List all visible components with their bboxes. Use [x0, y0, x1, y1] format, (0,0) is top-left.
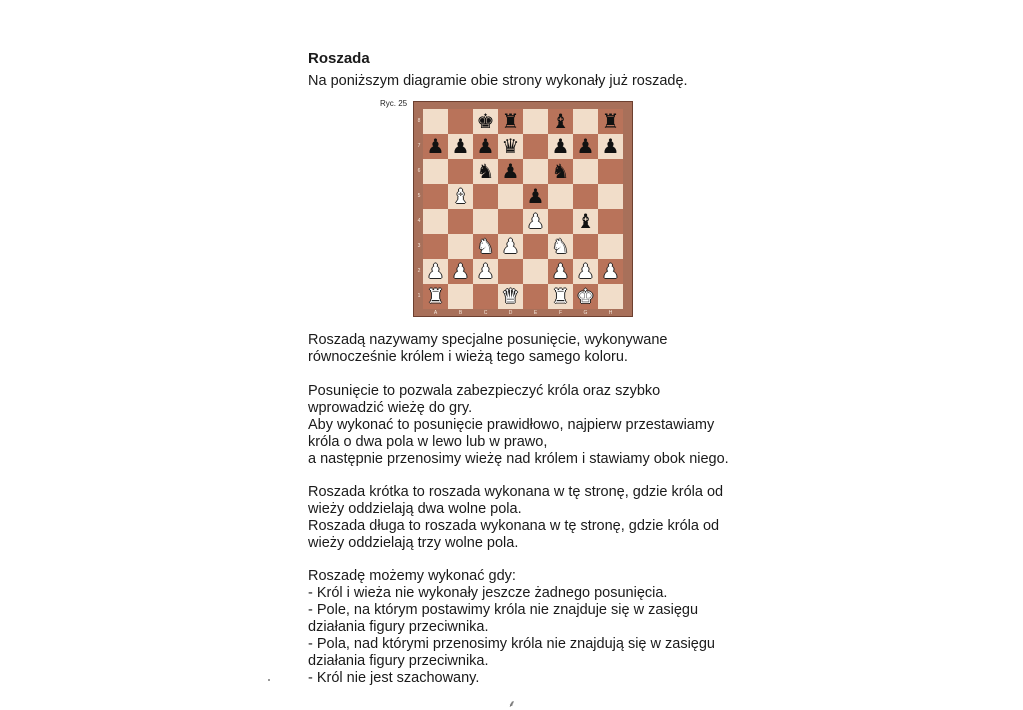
- board-square-g2: [573, 259, 598, 284]
- text-line: wieży oddzielają dwa wolne pola.: [308, 501, 522, 517]
- board-square-c1: [473, 284, 498, 309]
- board-square-e6: [523, 159, 548, 184]
- white-rook-icon: ♜: [551, 284, 570, 308]
- white-pawn-icon: ♟: [601, 259, 620, 283]
- board-square-h3: [598, 234, 623, 259]
- intro-text: Na poniższym diagramie obie strony wykonały już roszadę.: [308, 73, 688, 89]
- board-square-f8: [548, 109, 573, 134]
- board-square-a2: [423, 259, 448, 284]
- board-square-c8: [473, 109, 498, 134]
- file-label: C: [483, 310, 488, 316]
- board-square-e2: [523, 259, 548, 284]
- black-queen-icon: ♛: [501, 134, 520, 158]
- rank-label: 2: [417, 268, 421, 274]
- board-square-a6: [423, 159, 448, 184]
- text-line: Aby wykonać to posunięcie prawidłowo, najpierw przestawiamy: [308, 417, 715, 433]
- board-square-d6: [498, 159, 523, 184]
- board-square-c5: [473, 184, 498, 209]
- black-pawn-icon: ♟: [601, 134, 620, 158]
- board-square-f1: [548, 284, 573, 309]
- black-king-icon: ♚: [476, 109, 495, 133]
- board-square-g6: [573, 159, 598, 184]
- rank-label: 8: [417, 118, 421, 124]
- board-square-g5: [573, 184, 598, 209]
- black-knight-icon: ♞: [551, 159, 570, 183]
- text-line: działania figury przeciwnika.: [308, 653, 489, 669]
- board-square-b4: [448, 209, 473, 234]
- board-square-a4: [423, 209, 448, 234]
- black-knight-icon: ♞: [476, 159, 495, 183]
- file-label: G: [583, 310, 588, 316]
- board-square-d8: [498, 109, 523, 134]
- text-line: - Król nie jest szachowany.: [308, 670, 480, 686]
- white-pawn-icon: ♟: [476, 259, 495, 283]
- text-line: równocześnie królem i wieżą tego samego koloru.: [308, 349, 628, 365]
- paragraph-purpose: [308, 383, 729, 468]
- board-square-d4: [498, 209, 523, 234]
- rank-label: 3: [417, 243, 421, 249]
- board-square-h1: [598, 284, 623, 309]
- board-square-h8: [598, 109, 623, 134]
- text-line: a następnie przenosimy wieżę nad królem i stawiamy obok niego.: [308, 451, 729, 467]
- rank-labels: [415, 109, 423, 309]
- black-rook-icon: ♜: [501, 109, 520, 133]
- white-pawn-icon: ♟: [551, 259, 570, 283]
- file-labels: [423, 310, 623, 316]
- black-pawn-icon: ♟: [426, 134, 445, 158]
- board-square-f5: [548, 184, 573, 209]
- file-label: A: [433, 310, 438, 316]
- board-square-d1: [498, 284, 523, 309]
- board-square-c3: [473, 234, 498, 259]
- black-rook-icon: ♜: [601, 109, 620, 133]
- board-square-g4: [573, 209, 598, 234]
- board-square-f6: [548, 159, 573, 184]
- white-knight-icon: ♞: [551, 234, 570, 258]
- board-square-a7: [423, 134, 448, 159]
- file-label: E: [533, 310, 538, 316]
- white-pawn-icon: ♟: [426, 259, 445, 283]
- board-square-g7: [573, 134, 598, 159]
- white-pawn-icon: ♟: [501, 234, 520, 258]
- footer-mark: ⸙: [508, 699, 516, 710]
- rank-label: 6: [417, 168, 421, 174]
- board-square-b6: [448, 159, 473, 184]
- board-square-e8: [523, 109, 548, 134]
- text-line: wieży oddzielają trzy wolne pola.: [308, 535, 519, 551]
- rank-label: 7: [417, 143, 421, 149]
- black-bishop-icon: ♝: [551, 109, 570, 133]
- board-square-g3: [573, 234, 598, 259]
- board-square-c2: [473, 259, 498, 284]
- white-knight-icon: ♞: [476, 234, 495, 258]
- text-line: - Król i wieża nie wykonały jeszcze żadnego posunięcia.: [308, 585, 668, 601]
- figure-label: Ryc. 25: [380, 99, 408, 108]
- text-line: wprowadzić wieżę do gry.: [308, 400, 473, 416]
- board-square-h6: [598, 159, 623, 184]
- text-line: Roszada krótka to roszada wykonana w tę stronę, gdzie króla od: [308, 484, 724, 500]
- black-pawn-icon: ♟: [501, 159, 520, 183]
- white-pawn-icon: ♟: [576, 259, 595, 283]
- board-square-c6: [473, 159, 498, 184]
- board-square-h4: [598, 209, 623, 234]
- board-square-e4: [523, 209, 548, 234]
- black-pawn-icon: ♟: [476, 134, 495, 158]
- file-label: B: [458, 310, 463, 316]
- rank-label: 4: [417, 218, 421, 224]
- file-label: H: [608, 310, 613, 316]
- board-square-e7: [523, 134, 548, 159]
- board-square-h7: [598, 134, 623, 159]
- board-square-d7: [498, 134, 523, 159]
- board-square-f2: [548, 259, 573, 284]
- text-line: Roszadą nazywamy specjalne posunięcie, wykonywane: [308, 332, 668, 348]
- rank-label: 5: [417, 193, 421, 199]
- board-square-a5: [423, 184, 448, 209]
- board-square-f7: [548, 134, 573, 159]
- board-square-f4: [548, 209, 573, 234]
- board-square-d5: [498, 184, 523, 209]
- board-square-e3: [523, 234, 548, 259]
- board-square-a3: [423, 234, 448, 259]
- rank-label: 1: [417, 293, 421, 299]
- board-square-e5: [523, 184, 548, 209]
- paragraph-conditions: [308, 568, 715, 687]
- black-pawn-icon: ♟: [526, 184, 545, 208]
- paragraph-types: [308, 484, 723, 552]
- board-square-f3: [548, 234, 573, 259]
- white-bishop-icon: ♝: [451, 184, 470, 208]
- board-square-g8: [573, 109, 598, 134]
- board-square-b8: [448, 109, 473, 134]
- board-square-b7: [448, 134, 473, 159]
- white-king-icon: ♚: [576, 284, 595, 308]
- file-label: D: [508, 310, 513, 316]
- white-queen-icon: ♛: [501, 284, 520, 308]
- paragraph-definition: [308, 332, 667, 366]
- board-square-a8: [423, 109, 448, 134]
- board-square-c4: [473, 209, 498, 234]
- text-line: działania figury przeciwnika.: [308, 619, 489, 635]
- board-square-h2: [598, 259, 623, 284]
- board-square-a1: [423, 284, 448, 309]
- board-square-h5: [598, 184, 623, 209]
- white-rook-icon: ♜: [426, 284, 445, 308]
- black-pawn-icon: ♟: [576, 134, 595, 158]
- black-bishop-icon: ♝: [576, 209, 595, 233]
- board-square-b3: [448, 234, 473, 259]
- text-line: Roszada długa to roszada wykonana w tę stronę, gdzie króla od: [308, 518, 720, 534]
- board-square-d2: [498, 259, 523, 284]
- board-square-g1: [573, 284, 598, 309]
- file-label: F: [558, 310, 563, 316]
- scan-speck: [268, 679, 270, 681]
- board-square-e1: [523, 284, 548, 309]
- chess-diagram: [413, 101, 633, 317]
- text-line: króla o dwa pola w lewo lub w prawo,: [308, 434, 548, 450]
- section-title: Roszada: [308, 50, 370, 67]
- chess-board: [423, 109, 623, 309]
- white-pawn-icon: ♟: [526, 209, 545, 233]
- board-square-b5: [448, 184, 473, 209]
- text-line: - Pola, nad którymi przenosimy króla nie znajdują się w zasięgu: [308, 636, 715, 652]
- board-square-b1: [448, 284, 473, 309]
- board-square-b2: [448, 259, 473, 284]
- text-line: Posunięcie to pozwala zabezpieczyć króla oraz szybko: [308, 383, 661, 399]
- text-line: - Pole, na którym postawimy króla nie znajduje się w zasięgu: [308, 602, 699, 618]
- text-line: Roszadę możemy wykonać gdy:: [308, 568, 516, 584]
- white-pawn-icon: ♟: [451, 259, 470, 283]
- board-square-c7: [473, 134, 498, 159]
- black-pawn-icon: ♟: [451, 134, 470, 158]
- board-square-d3: [498, 234, 523, 259]
- black-pawn-icon: ♟: [551, 134, 570, 158]
